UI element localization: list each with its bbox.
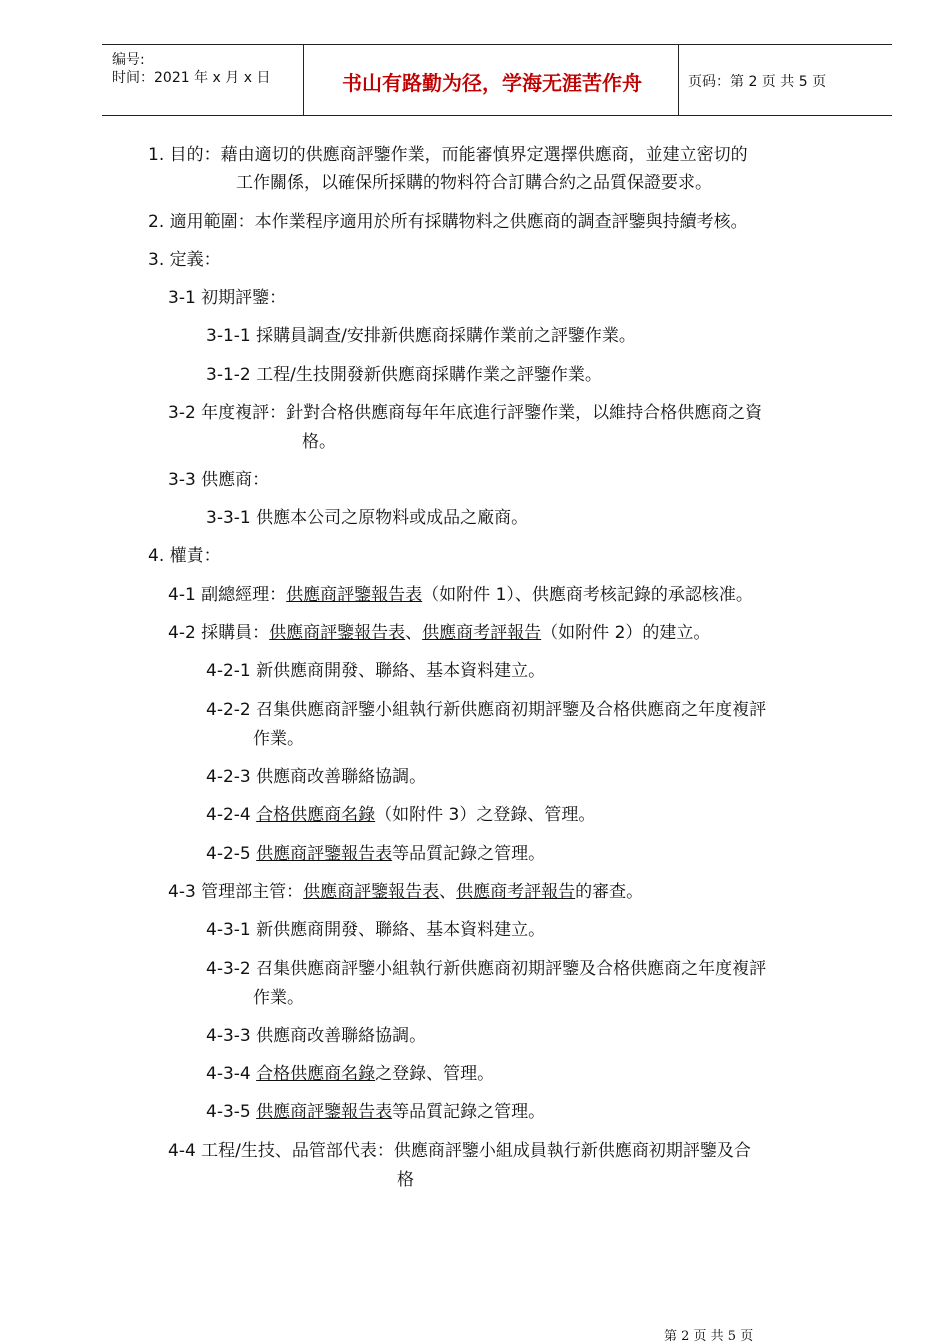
item-4-3-2-continuation: 作業。 [253, 988, 304, 1008]
form-link: 合格供應商名錄 [256, 1064, 376, 1084]
item-3-3-1: 3-3-1 供應本公司之原物料或成品之廠商。 [206, 508, 529, 528]
item-4-2-1: 4-2-1 新供應商開發、聯絡、基本資料建立。 [206, 661, 546, 681]
header-divider [678, 45, 679, 115]
section-2-scope: 2. 適用範圍：本作業程序適用於所有採購物料之供應商的調查評鑒與持續考核。 [148, 212, 748, 232]
header-divider [303, 45, 304, 115]
document-date-label: 时间：2021 年 x 月 x 日 [112, 70, 271, 86]
item-4-3: 4-3 管理部主管：供應商評鑒報告表、供應商考評報告的審查。 [168, 882, 644, 902]
section-1-continuation: 工作關係，以確保所採購的物料符合訂購合約之品質保證要求。 [236, 173, 712, 193]
item-3-3: 3-3 供應商： [168, 470, 270, 490]
footer-page-number: 第 2 页 共 5 页 [664, 1329, 754, 1344]
form-link: 供應商評鑒報告表 [286, 585, 423, 605]
item-4-2-4: 4-2-4 合格供應商名錄（如附件 3）之登錄、管理。 [206, 805, 596, 825]
item-3-1-2: 3-1-2 工程/生技開發新供應商採購作業之評鑒作業。 [206, 365, 602, 385]
item-4-3-1: 4-3-1 新供應商開發、聯絡、基本資料建立。 [206, 920, 546, 940]
header-page-number: 页码：第 2 页 共 5 页 [688, 74, 827, 90]
item-4-2-5: 4-2-5 供應商評鑒報告表等品質記錄之管理。 [206, 844, 546, 864]
item-4-2-2-continuation: 作業。 [253, 729, 304, 749]
form-link: 供應商考評報告 [422, 623, 542, 643]
header-info [112, 51, 270, 87]
item-4-2-2: 4-2-2 召集供應商評鑒小組執行新供應商初期評鑒及合格供應商之年度複評 [206, 700, 767, 720]
form-link: 供應商評鑒報告表 [269, 623, 406, 643]
form-link: 供應商考評報告 [456, 882, 576, 902]
item-4-2-3: 4-2-3 供應商改善聯絡協調。 [206, 767, 427, 787]
item-4-4: 4-4 工程/生技、品管部代表：供應商評鑒小組成員執行新供應商初期評鑒及合 [168, 1141, 751, 1161]
item-4-3-3: 4-3-3 供應商改善聯絡協調。 [206, 1026, 427, 1046]
item-3-1: 3-1 初期評鑒： [168, 288, 287, 308]
item-4-3-5: 4-3-5 供應商評鑒報告表等品質記錄之管理。 [206, 1102, 546, 1122]
header-table [102, 44, 892, 116]
item-4-4-continuation: 格 [397, 1170, 414, 1190]
item-4-3-4: 4-3-4 合格供應商名錄之登錄、管理。 [206, 1064, 495, 1084]
document-number-label: 编号: [112, 52, 145, 68]
section-4-responsibilities: 4. 權責： [148, 546, 221, 566]
item-3-1-1: 3-1-1 採購員調查/安排新供應商採購作業前之評鑒作業。 [206, 326, 636, 346]
item-3-2: 3-2 年度複評：針對合格供應商每年年底進行評鑒作業，以維持合格供應商之資 [168, 403, 763, 423]
item-4-3-2: 4-3-2 召集供應商評鑒小組執行新供應商初期評鑒及合格供應商之年度複評 [206, 959, 767, 979]
form-link: 供應商評鑒報告表 [303, 882, 440, 902]
form-link: 供應商評鑒報告表 [256, 1102, 393, 1122]
header-motto: 书山有路勤为径，学海无涯苦作舟 [342, 71, 642, 95]
section-3-definitions: 3. 定義： [148, 250, 221, 270]
item-4-2: 4-2 採購員：供應商評鑒報告表、供應商考評報告（如附件 2）的建立。 [168, 623, 711, 643]
section-1-purpose: 1. 目的：藉由適切的供應商評鑒作業，而能審慎界定選擇供應商，並建立密切的 [148, 145, 748, 165]
item-4-1: 4-1 副總經理：供應商評鑒報告表（如附件 1）、供應商考核記錄的承認核准。 [168, 585, 753, 605]
form-link: 供應商評鑒報告表 [256, 844, 393, 864]
item-3-2-continuation: 格。 [302, 432, 336, 452]
form-link: 合格供應商名錄 [256, 805, 376, 825]
